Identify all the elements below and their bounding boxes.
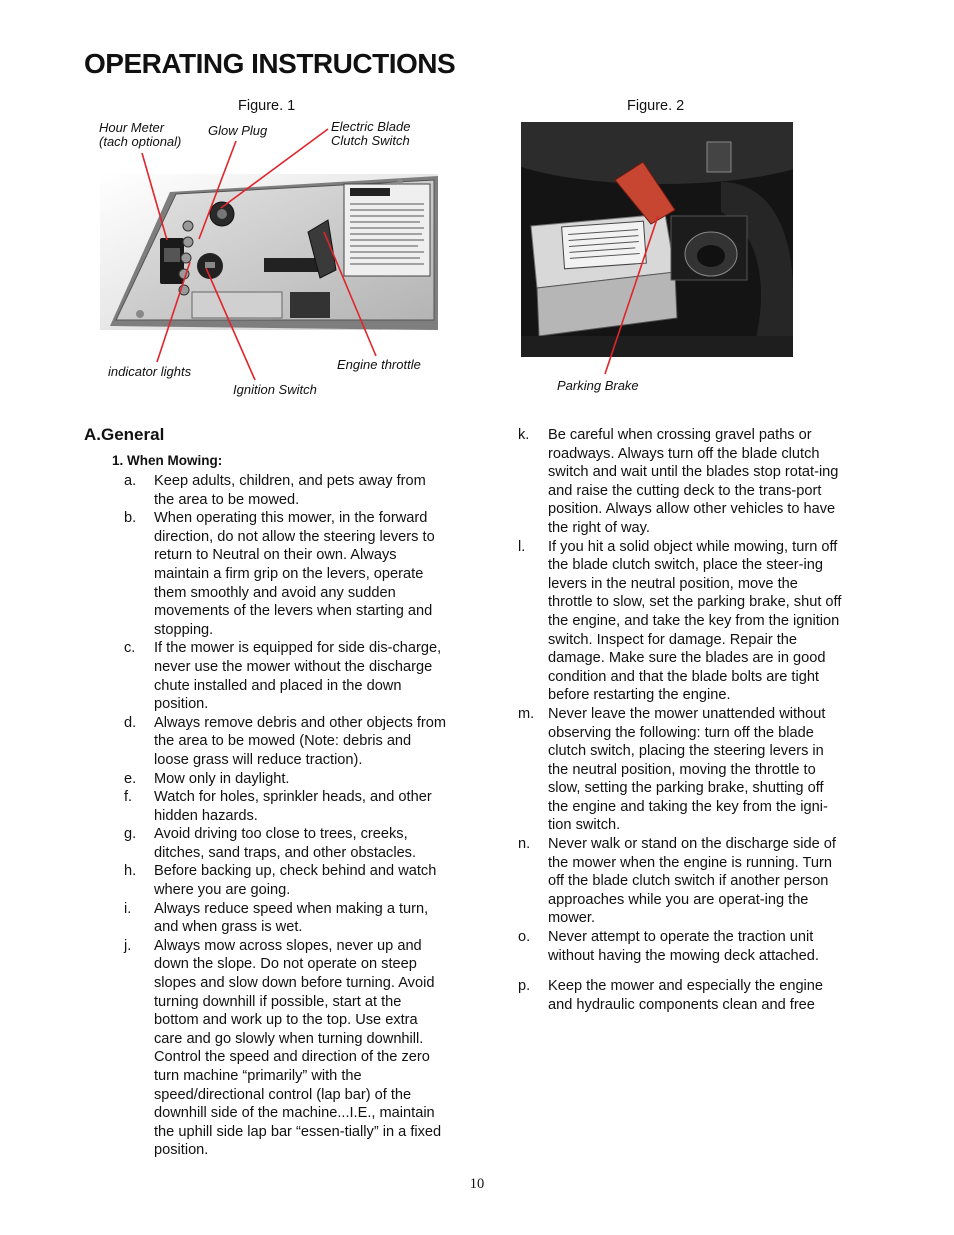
- list-item: p. Keep the mower and especially the engine and hydraulic components clean and free: [518, 978, 824, 1013]
- list-item: m. Never leave the mower unattended without observing the following: turn off the blade clutch switch, placing the steering levers in the neutral position, moving the throttle to slow, setting the parking brake, shutting off the engine and taking the key from the igni-tion switch.: [518, 705, 828, 834]
- list-item: o. Never attempt to operate the traction unit without having the mowing deck attached.: [518, 929, 819, 964]
- callout-indicator-lights: indicator lights: [108, 364, 192, 379]
- callout-blade-clutch: Electric Blade Clutch Switch: [331, 119, 411, 148]
- list-item: c. If the mower is equipped for side dis-charge, never use the mower without the discharge chute installed and placed in the down position.: [124, 640, 442, 713]
- list-item: a. Keep adults, children, and pets away from the area to be mowed.: [124, 473, 426, 508]
- figure-1-caption: Figure. 1: [238, 98, 296, 114]
- list-item: f. Watch for holes, sprinkler heads, and other hidden hazards.: [124, 789, 432, 824]
- list-item: e. Mow only in daylight.: [124, 770, 290, 787]
- list-item: g. Avoid driving too close to trees, creeks, ditches, sand traps, and other obstacles.: [124, 826, 417, 861]
- figure-2-caption: Figure. 2: [627, 98, 685, 114]
- right-instruction-list: [518, 426, 844, 1014]
- list-item: d. Always remove debris and other objects from the area to be mowed (Note: debris and loose grass will reduce traction).: [124, 714, 447, 768]
- callout-engine-throttle: Engine throttle: [337, 357, 421, 372]
- callout-hour-meter: Hour Meter (tach optional): [99, 120, 182, 149]
- page-title: OPERATING INSTRUCTIONS: [84, 48, 456, 79]
- list-item: k. Be careful when crossing gravel paths or roadways. Always turn off the blade clutch switch and wait until the blades stop rotat-ing and raise the cutting deck to the trans-port position. Always allow other vehicles to have the right of way.: [518, 427, 839, 536]
- list-item: b. When operating this mower, in the forward direction, do not allow the steering levers to return to Neutral on their own. Always maintain a firm grip on the levers, operate them smoothly and avoid any sudden movements of the levers when starting and stopping.: [124, 510, 435, 638]
- left-instruction-list: [124, 472, 448, 1160]
- list-item: l. If you hit a solid object while mowing, turn off the blade clutch switch, place the steer-ing levers in the neutral position, move the throttle to slow, set the parking brake, shut off the engine, and take the key from the ignition switch. Inspect for damage. Repair the damage. Make sure the blades are in good condition and that the blade bolts are tight before restarting the engine.: [518, 538, 842, 704]
- list-item: n. Never walk or stand on the discharge side of the mower when the engine is running. Turn off the blade clutch switch if another person approaches while you are operat-ing the mower.: [518, 836, 836, 927]
- callout-parking-brake: Parking Brake: [557, 378, 639, 393]
- page-number: 10: [469, 1176, 485, 1192]
- list-item: h. Before backing up, check behind and watch where you are going.: [124, 863, 437, 899]
- section-heading: A.General: [84, 425, 165, 444]
- figure-2-callout-line: [0, 0, 954, 420]
- list-item: i. Always reduce speed when making a turn, and when grass is wet.: [124, 900, 429, 936]
- list-item: j. Always mow across slopes, never up and down the slope. Do not operate on steep slopes and slow down before turning. Avoid turning downhill if possible, start at the bottom and work up to the top. Use extra care and go slowly when turning downhill. Control the speed and direction of the zero turn machine “primarily” with the speed/directional control (lap bar) of the downhill side of the machine...I.E., maintain the uphill side lap bar “essen-tially” in a fixed position.: [124, 937, 442, 1159]
- callout-glow-plug: Glow Plug: [208, 123, 268, 138]
- callout-ignition-switch: Ignition Switch: [233, 382, 317, 397]
- subheading-when-mowing: 1. When Mowing:: [112, 453, 223, 468]
